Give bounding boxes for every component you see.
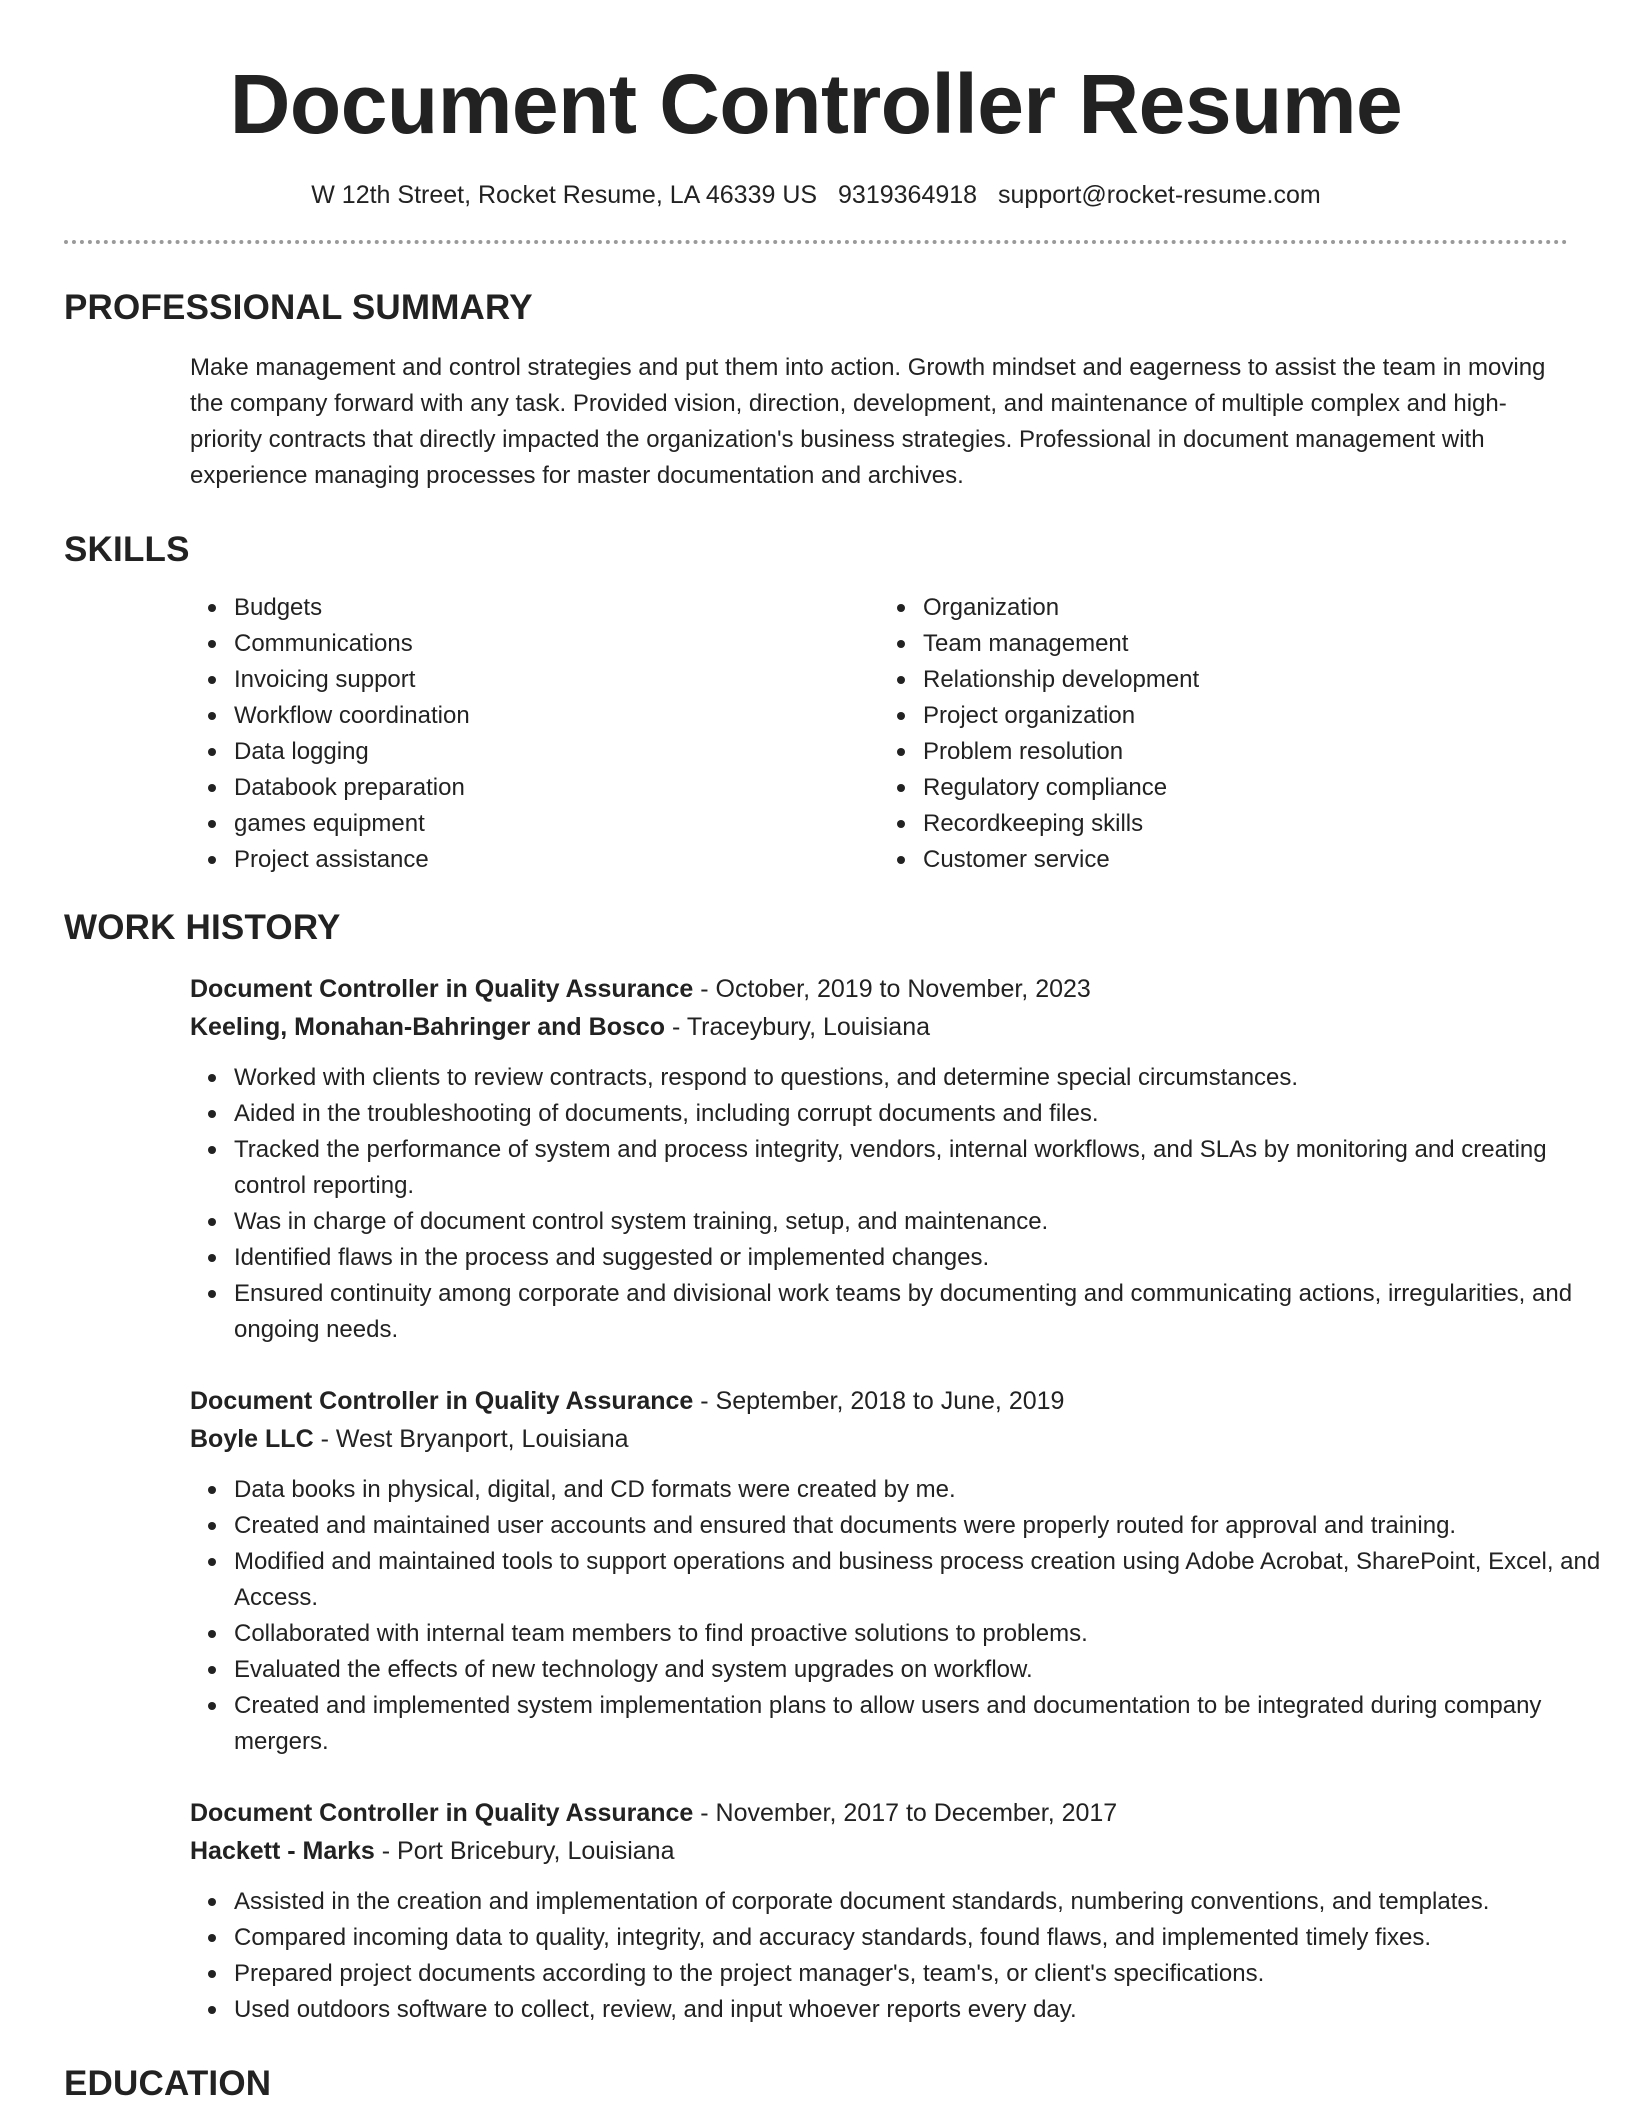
skill-item: Organization xyxy=(923,590,1568,626)
skill-item: Problem resolution xyxy=(923,734,1568,770)
job-duty: Tracked the performance of system and process integrity, vendors, internal workflows, and SLAs by monitoring and creating control reporting. xyxy=(234,1132,1614,1204)
job-company-line xyxy=(190,1832,1568,1870)
skill-item: Recordkeeping skills xyxy=(923,806,1568,842)
job-title-line xyxy=(190,1794,1568,1832)
job-duties xyxy=(190,1472,1614,1760)
job-dates: - October, 2019 to November, 2023 xyxy=(693,975,1091,1003)
contact-email: support@rocket-resume.com xyxy=(998,181,1321,209)
job-entry xyxy=(190,1382,1601,1760)
job-company-line xyxy=(190,1420,1568,1458)
contact-address: W 12th Street, Rocket Resume, LA 46339 US xyxy=(311,181,818,209)
skill-item: games equipment xyxy=(234,806,879,842)
resume-page xyxy=(64,0,1601,2104)
job-entry xyxy=(190,1794,1568,2028)
job-company: Boyle LLC xyxy=(190,1425,314,1453)
skill-item: Project assistance xyxy=(234,842,879,878)
job-title: Document Controller in Quality Assurance xyxy=(190,1387,694,1415)
job-duty: Evaluated the effects of new technology and system upgrades on workflow. xyxy=(234,1652,1614,1688)
work-history-heading: WORK HISTORY xyxy=(64,908,341,947)
skill-item: Project organization xyxy=(923,698,1568,734)
job-dates: - September, 2018 to June, 2019 xyxy=(693,1387,1065,1415)
skill-item: Relationship development xyxy=(923,662,1568,698)
job-duty: Ensured continuity among corporate and divisional work teams by documenting and communicating actions, irregularities, and ongoing needs. xyxy=(234,1276,1614,1348)
skills-column-right xyxy=(879,590,1568,878)
job-duties xyxy=(190,1884,1614,2028)
page-title: Document Controller Resume xyxy=(229,57,1403,151)
job-duty: Was in charge of document control system training, setup, and maintenance. xyxy=(234,1204,1614,1240)
job-company: Keeling, Monahan-Bahringer and Bosco xyxy=(190,1013,666,1041)
summary-heading: PROFESSIONAL SUMMARY xyxy=(64,288,533,327)
job-duty: Worked with clients to review contracts, respond to questions, and determine special circumstances. xyxy=(234,1060,1614,1096)
job-duty: Modified and maintained tools to support operations and business process creation using Adobe Acrobat, SharePoint, Excel, and Access. xyxy=(234,1544,1614,1616)
skills-heading: SKILLS xyxy=(64,530,190,569)
job-duty: Created and implemented system implementation plans to allow users and documentation to be integrated during company mergers. xyxy=(234,1688,1614,1760)
job-duty: Aided in the troubleshooting of documents, including corrupt documents and files. xyxy=(234,1096,1614,1132)
education-heading: EDUCATION xyxy=(64,2064,272,2103)
job-location: - Traceybury, Louisiana xyxy=(665,1013,931,1041)
job-title: Document Controller in Quality Assurance xyxy=(190,975,694,1003)
skill-item: Budgets xyxy=(234,590,879,626)
job-duty: Assisted in the creation and implementation of corporate document standards, numbering conventions, and templates. xyxy=(234,1884,1614,1920)
skill-item: Regulatory compliance xyxy=(923,770,1568,806)
job-title-line xyxy=(190,970,1568,1008)
job-duty: Collaborated with internal team members to find proactive solutions to problems. xyxy=(234,1616,1614,1652)
job-company-line xyxy=(190,1008,1568,1046)
skills-column-left xyxy=(190,590,879,878)
job-duty: Identified flaws in the process and suggested or implemented changes. xyxy=(234,1240,1614,1276)
job-title-line xyxy=(190,1382,1568,1420)
skill-item: Data logging xyxy=(234,734,879,770)
job-entry xyxy=(190,970,1573,1348)
skill-item: Workflow coordination xyxy=(234,698,879,734)
contact-line xyxy=(64,180,1568,210)
skill-item: Customer service xyxy=(923,842,1568,878)
skill-item: Databook preparation xyxy=(234,770,879,806)
job-location: - West Bryanport, Louisiana xyxy=(313,1425,629,1453)
header-divider xyxy=(64,240,1568,244)
skill-item: Invoicing support xyxy=(234,662,879,698)
job-duty: Used outdoors software to collect, review, and input whoever reports every day. xyxy=(234,1992,1614,2028)
contact-phone: 9319364918 xyxy=(838,181,978,209)
job-duty: Compared incoming data to quality, integrity, and accuracy standards, found flaws, and implemented timely fixes. xyxy=(234,1920,1614,1956)
job-duties xyxy=(190,1060,1614,1348)
job-duty: Data books in physical, digital, and CD formats were created by me. xyxy=(234,1472,1614,1508)
job-location: - Port Bricebury, Louisiana xyxy=(374,1837,675,1865)
skill-item: Team management xyxy=(923,626,1568,662)
skill-item: Communications xyxy=(234,626,879,662)
job-title: Document Controller in Quality Assurance xyxy=(190,1799,694,1827)
summary-text: Make management and control strategies and put them into action. Growth mindset and eagerness to assist the team in moving the company forward with any task. Provided vision, direction, development, and maintenance of multiple complex and high-priority contracts that directly impacted the organization's business strategies. Professional in document management with experience managing processes for master documentation and archives. xyxy=(190,354,1546,489)
job-dates: - November, 2017 to December, 2017 xyxy=(693,1799,1118,1827)
job-duty: Created and maintained user accounts and ensured that documents were properly routed for approval and training. xyxy=(234,1508,1614,1544)
job-duty: Prepared project documents according to the project manager's, team's, or client's specifications. xyxy=(234,1956,1614,1992)
skills-list xyxy=(190,590,1568,878)
job-company: Hackett - Marks xyxy=(190,1837,375,1865)
